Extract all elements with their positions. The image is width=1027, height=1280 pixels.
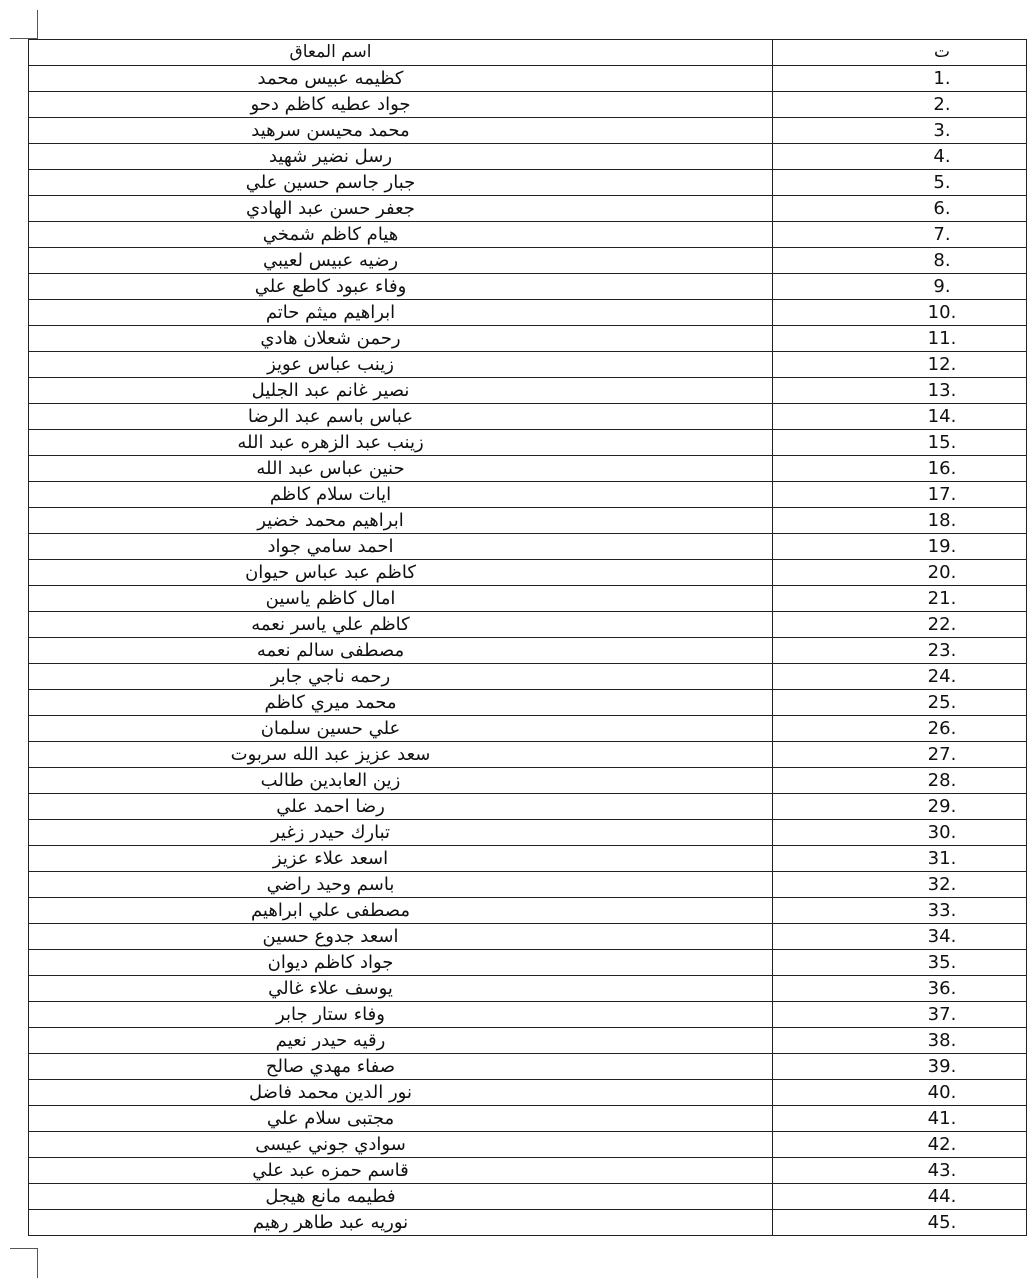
person-name-cell: عباس باسم عبد الرضا	[29, 404, 773, 430]
person-name-cell: اسعد علاء عزيز	[29, 846, 773, 872]
person-name-cell: رحمه ناجي جابر	[29, 664, 773, 690]
person-name-cell: علي حسين سلمان	[29, 716, 773, 742]
row-number-cell: 1.	[773, 66, 1027, 92]
table-row	[29, 560, 1027, 586]
table-row	[29, 1106, 1027, 1132]
person-name-cell: نور الدين محمد فاضل	[29, 1080, 773, 1106]
row-number-cell: 41.	[773, 1106, 1027, 1132]
row-number-cell: 26.	[773, 716, 1027, 742]
row-number-cell: 14.	[773, 404, 1027, 430]
person-name-cell: وفاء ستار جابر	[29, 1002, 773, 1028]
row-number-cell: 8.	[773, 248, 1027, 274]
person-name-cell: وفاء عبود كاطع علي	[29, 274, 773, 300]
table-row	[29, 1002, 1027, 1028]
row-number-cell: 38.	[773, 1028, 1027, 1054]
table-row	[29, 690, 1027, 716]
table-row	[29, 898, 1027, 924]
table-row	[29, 924, 1027, 950]
person-name-cell: محمد محيسن سرهيد	[29, 118, 773, 144]
table-row	[29, 170, 1027, 196]
table-row	[29, 872, 1027, 898]
person-name-cell: مجتبى سلام علي	[29, 1106, 773, 1132]
row-number-cell: 37.	[773, 1002, 1027, 1028]
row-number-cell: 45.	[773, 1210, 1027, 1236]
row-number-cell: 2.	[773, 92, 1027, 118]
person-name-cell: سوادي جوني عيسى	[29, 1132, 773, 1158]
table-row	[29, 950, 1027, 976]
table-row	[29, 274, 1027, 300]
row-number-cell: 42.	[773, 1132, 1027, 1158]
person-name-cell: كاظم عبد عباس حيوان	[29, 560, 773, 586]
table-row	[29, 222, 1027, 248]
person-name-cell: احمد سامي جواد	[29, 534, 773, 560]
table-row	[29, 534, 1027, 560]
person-name-cell: يوسف علاء غالي	[29, 976, 773, 1002]
row-number-cell: 4.	[773, 144, 1027, 170]
table-row	[29, 612, 1027, 638]
row-number-cell: 31.	[773, 846, 1027, 872]
row-number-cell: 36.	[773, 976, 1027, 1002]
table-row	[29, 976, 1027, 1002]
person-name-cell: مصطفى علي ابراهيم	[29, 898, 773, 924]
row-number-cell: 43.	[773, 1158, 1027, 1184]
row-number-cell: 3.	[773, 118, 1027, 144]
person-name-cell: امال كاظم ياسين	[29, 586, 773, 612]
row-number-cell: 5.	[773, 170, 1027, 196]
person-name-cell: رحمن شعلان هادي	[29, 326, 773, 352]
crop-mark-bottom-vertical	[37, 1248, 38, 1278]
table-row	[29, 820, 1027, 846]
person-name-cell: حنين عباس عبد الله	[29, 456, 773, 482]
person-name-cell: هيام كاظم شمخي	[29, 222, 773, 248]
table-row	[29, 508, 1027, 534]
person-name-cell: مصطفى سالم نعمه	[29, 638, 773, 664]
table-row	[29, 638, 1027, 664]
names-table-body	[29, 40, 1027, 1236]
person-name-cell: زينب عبد الزهره عبد الله	[29, 430, 773, 456]
person-name-cell: رضيه عبيس لعيبي	[29, 248, 773, 274]
table-row	[29, 742, 1027, 768]
table-row	[29, 1028, 1027, 1054]
row-number-cell: 18.	[773, 508, 1027, 534]
person-name-cell: جبار جاسم حسين علي	[29, 170, 773, 196]
row-number-cell: 12.	[773, 352, 1027, 378]
table-row	[29, 248, 1027, 274]
table-row	[29, 768, 1027, 794]
table-row	[29, 300, 1027, 326]
row-number-cell: 19.	[773, 534, 1027, 560]
table-row	[29, 430, 1027, 456]
table-row	[29, 456, 1027, 482]
row-number-cell: 35.	[773, 950, 1027, 976]
person-name-cell: كظيمه عبيس محمد	[29, 66, 773, 92]
person-name-cell: قاسم حمزه عبد علي	[29, 1158, 773, 1184]
row-number-cell: 25.	[773, 690, 1027, 716]
table-row	[29, 1210, 1027, 1236]
row-number-cell: 17.	[773, 482, 1027, 508]
person-name-cell: سعد عزيز عبد الله سربوت	[29, 742, 773, 768]
row-number-cell: 22.	[773, 612, 1027, 638]
row-number-cell: 21.	[773, 586, 1027, 612]
row-number-cell: 44.	[773, 1184, 1027, 1210]
table-row	[29, 1080, 1027, 1106]
row-number-cell: 24.	[773, 664, 1027, 690]
person-name-cell: رضا احمد علي	[29, 794, 773, 820]
table-row	[29, 586, 1027, 612]
person-name-cell: جعفر حسن عبد الهادي	[29, 196, 773, 222]
person-name-cell: فطيمه مانع هيجل	[29, 1184, 773, 1210]
row-number-cell: 13.	[773, 378, 1027, 404]
table-row	[29, 378, 1027, 404]
person-name-cell: زين العابدين طالب	[29, 768, 773, 794]
person-name-cell: جواد عطيه كاظم دحو	[29, 92, 773, 118]
header-name-cell: اسم المعاق	[29, 40, 773, 66]
names-table	[28, 39, 1027, 1236]
table-row	[29, 664, 1027, 690]
row-number-cell: 39.	[773, 1054, 1027, 1080]
person-name-cell: رسل نضير شهيد	[29, 144, 773, 170]
row-number-cell: 34.	[773, 924, 1027, 950]
person-name-cell: كاظم علي ياسر نعمه	[29, 612, 773, 638]
row-number-cell: 10.	[773, 300, 1027, 326]
person-name-cell: رقيه حيدر نعيم	[29, 1028, 773, 1054]
table-row	[29, 1054, 1027, 1080]
row-number-cell: 27.	[773, 742, 1027, 768]
table-row	[29, 794, 1027, 820]
person-name-cell: جواد كاظم ديوان	[29, 950, 773, 976]
person-name-cell: نوريه عبد طاهر رهيم	[29, 1210, 773, 1236]
table-header-row	[29, 40, 1027, 66]
table-row	[29, 66, 1027, 92]
row-number-cell: 28.	[773, 768, 1027, 794]
person-name-cell: باسم وحيد راضي	[29, 872, 773, 898]
row-number-cell: 11.	[773, 326, 1027, 352]
person-name-cell: ابراهيم محمد خضير	[29, 508, 773, 534]
row-number-cell: 32.	[773, 872, 1027, 898]
person-name-cell: ايات سلام كاظم	[29, 482, 773, 508]
table-row	[29, 1132, 1027, 1158]
header-number-cell: ت	[773, 40, 1027, 66]
row-number-cell: 29.	[773, 794, 1027, 820]
table-row	[29, 92, 1027, 118]
person-name-cell: محمد ميري كاظم	[29, 690, 773, 716]
table-row	[29, 326, 1027, 352]
row-number-cell: 7.	[773, 222, 1027, 248]
person-name-cell: تبارك حيدر زغير	[29, 820, 773, 846]
crop-mark-bottom-horizontal	[10, 1248, 38, 1249]
row-number-cell: 23.	[773, 638, 1027, 664]
person-name-cell: اسعد جدوع حسين	[29, 924, 773, 950]
table-row	[29, 404, 1027, 430]
row-number-cell: 16.	[773, 456, 1027, 482]
table-row	[29, 1184, 1027, 1210]
person-name-cell: نصير غانم عبد الجليل	[29, 378, 773, 404]
row-number-cell: 30.	[773, 820, 1027, 846]
row-number-cell: 6.	[773, 196, 1027, 222]
table-row	[29, 196, 1027, 222]
table-row	[29, 352, 1027, 378]
row-number-cell: 33.	[773, 898, 1027, 924]
row-number-cell: 15.	[773, 430, 1027, 456]
table-row	[29, 846, 1027, 872]
row-number-cell: 20.	[773, 560, 1027, 586]
table-row	[29, 118, 1027, 144]
table-row	[29, 1158, 1027, 1184]
row-number-cell: 9.	[773, 274, 1027, 300]
table-row	[29, 482, 1027, 508]
person-name-cell: زينب عباس عويز	[29, 352, 773, 378]
table-row	[29, 144, 1027, 170]
row-number-cell: 40.	[773, 1080, 1027, 1106]
person-name-cell: صفاء مهدي صالح	[29, 1054, 773, 1080]
crop-mark-top-vertical	[37, 10, 38, 40]
table-row	[29, 716, 1027, 742]
person-name-cell: ابراهيم ميثم حاتم	[29, 300, 773, 326]
